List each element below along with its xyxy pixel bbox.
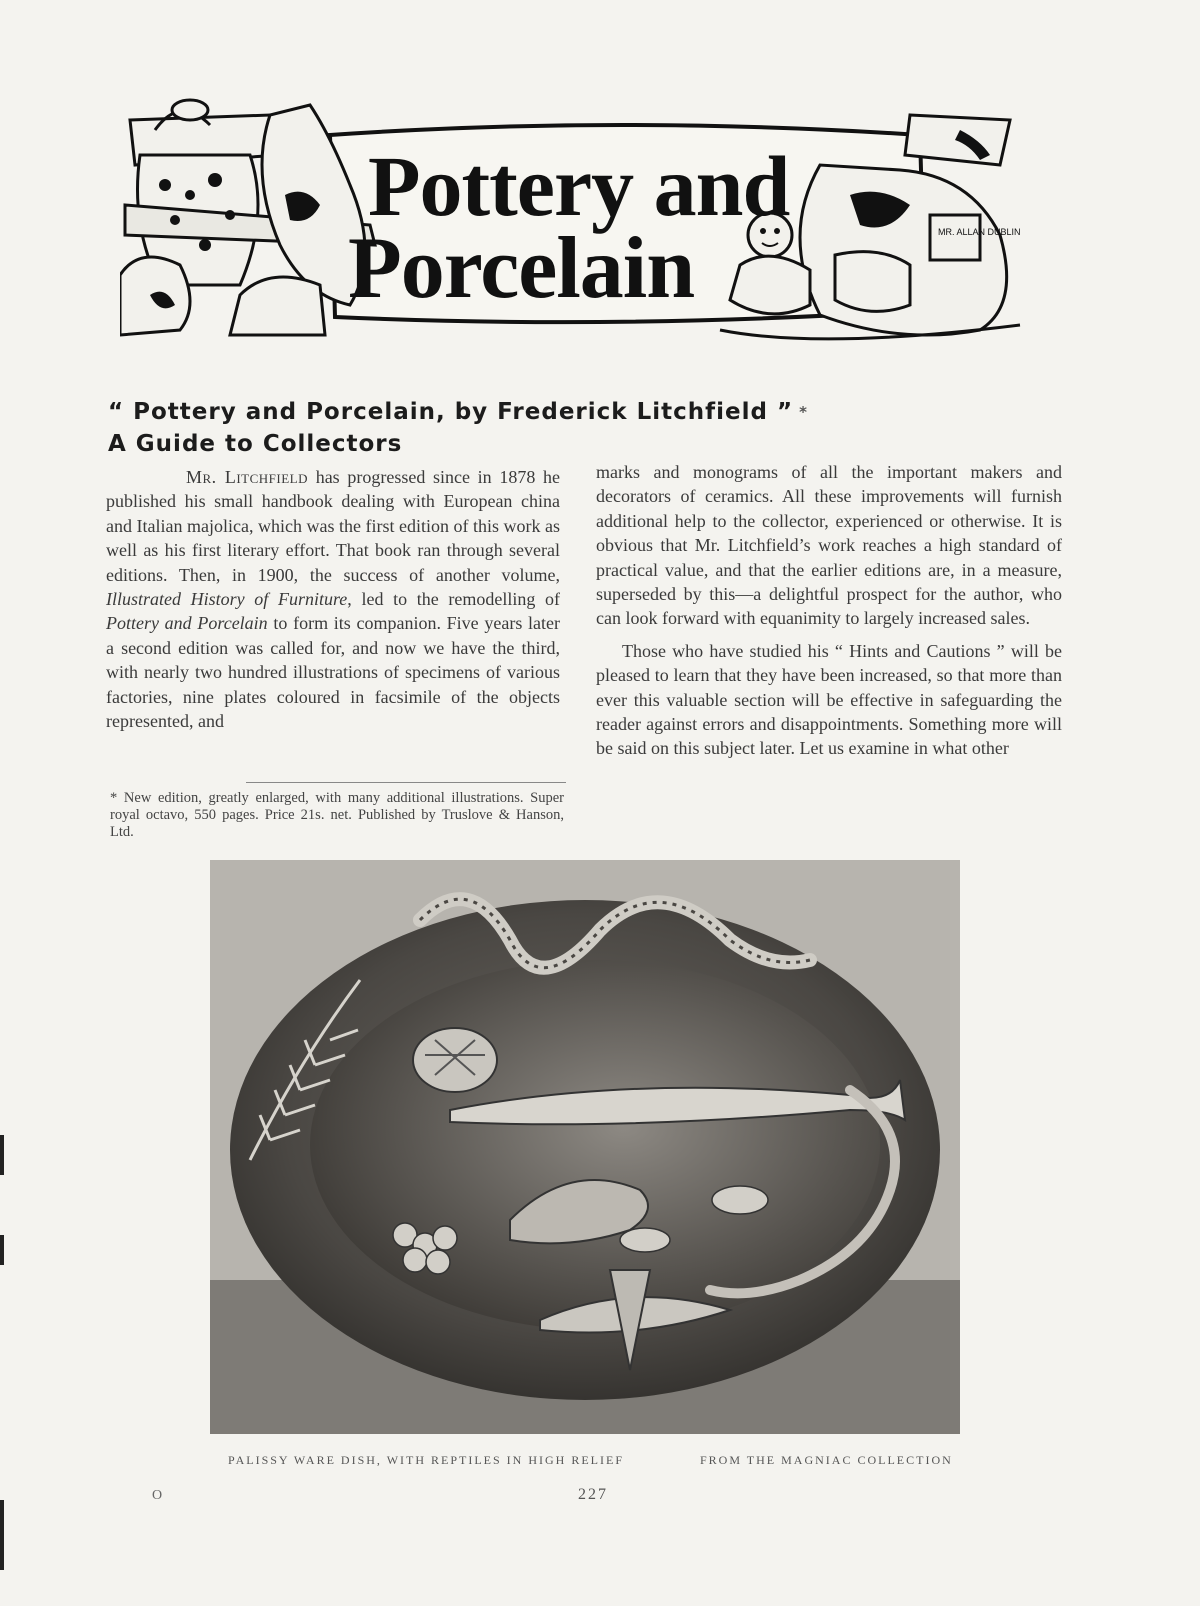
heading-title-text: “ Pottery and Porcelain, by Frederick Litchfield ” — [108, 399, 794, 425]
signature-mark: O — [152, 1488, 163, 1503]
photo-credit: FROM THE MAGNIAC COLLECTION — [700, 1453, 953, 1467]
paragraph-text: has progressed since in 1878 he published his small handbook dealing with European china and Italian majolica, which was the first edition of this work as well as his first literary effort. That book ran through several editions. Then, in 1900, the success of another volume, — [106, 467, 560, 585]
article-column-left — [106, 465, 560, 733]
book-title-italic: Illustrated History of Furniture — [106, 589, 348, 610]
article-column-right — [596, 460, 1062, 761]
article-paragraph-1 — [106, 465, 560, 733]
dish-illustration — [210, 860, 960, 1434]
article-paragraph-3: Those who have studied his “ Hints and Cautions ” will be pleased to learn that they have been increased, so that more than ever this valuable section will be effective in safeguarding the reader against errors and disappointments. Something more will be said on this subject later. Let us examine in what other — [596, 640, 1062, 759]
paragraph-text: to form its companion. Five years later a second edition was called for, and now we have the third, with nearly two hundred illustrations of specimens of various factories, nine plates coloured in facsimile of the objects represented, and — [106, 613, 560, 732]
masthead-title-line1 — [368, 138, 790, 234]
masthead-title-pottery: Pottery — [368, 138, 634, 234]
book-title-italic: Pottery and Porcelain — [106, 613, 268, 634]
article-heading — [108, 396, 1008, 460]
lead-in-smallcaps: Mr. Litchfield — [186, 467, 309, 487]
binding-edge-mark — [0, 1135, 4, 1175]
article-paragraph-2: marks and monograms of all the important makers and decorators of ceramics. All these improvements will furnish additional help to the collector, experienced or otherwise. It is obvious that Mr. Litchfield’s work reaches a high standard of practical value, and that the earlier editions are, in a measure, superseded by this—a delightful prospect for the author, who can look forward with equanimity to largely increased sales. — [596, 462, 1062, 629]
article-heading-line2: A Guide to Collectors — [108, 431, 403, 457]
palissy-dish-photograph — [210, 860, 960, 1434]
jug-badge-text: MR. ALLAN DUBLIN — [938, 227, 1021, 237]
page-number: 227 — [578, 1486, 608, 1503]
paragraph-text: , led to the remodelling of — [347, 589, 561, 610]
masthead-title-line2: Porcelain — [348, 220, 695, 317]
binding-edge-mark — [0, 1235, 4, 1265]
article-heading-line1 — [108, 396, 1008, 428]
photo-caption: PALISSY WARE DISH, WITH REPTILES IN HIGH RELIEF — [228, 1453, 625, 1467]
masthead-title-and: and — [653, 138, 790, 234]
masthead-illustration — [120, 95, 1030, 360]
footnote-divider — [246, 782, 566, 783]
binding-edge-mark — [0, 1500, 4, 1570]
footnote: * New edition, greatly enlarged, with many additional illustrations. Super royal octavo, 550 pages. Price 21s. net. Published by Truslove & Hanson, Ltd. — [110, 790, 564, 840]
footnote-marker: * — [799, 403, 808, 421]
